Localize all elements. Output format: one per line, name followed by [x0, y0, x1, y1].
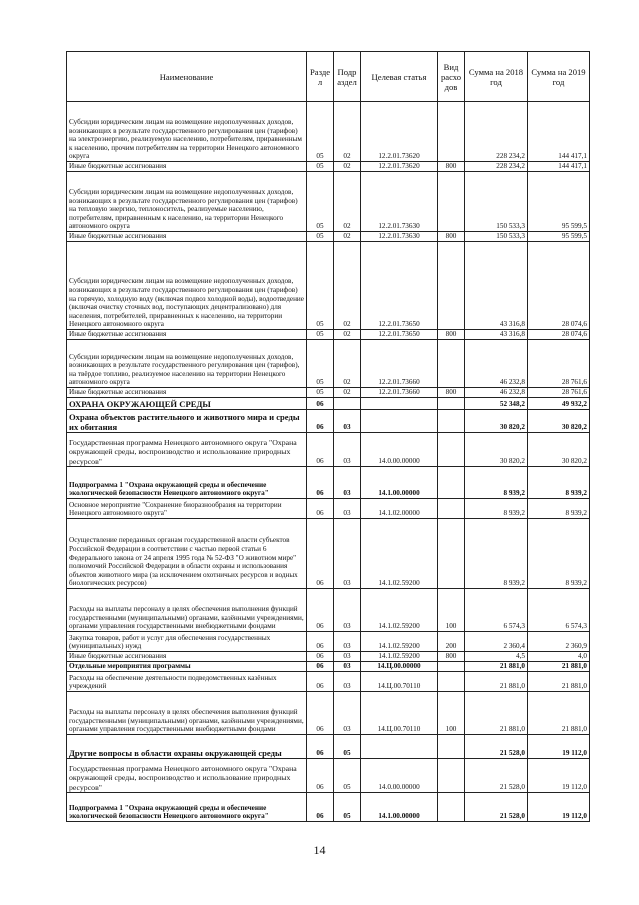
row-vid: 800 [438, 232, 465, 242]
row-podrazdel: 03 [334, 467, 361, 499]
row-name: Иные бюджетные ассигнования [67, 162, 307, 172]
row-sum-2019: 19 112,0 [528, 735, 590, 759]
table-row [67, 632, 590, 652]
row-vid: 100 [438, 692, 465, 735]
row-vid [438, 242, 465, 330]
row-sum-2019: 95 599,5 [528, 172, 590, 232]
row-sum-2018: 21 528,0 [465, 759, 528, 793]
row-name: Расходы на выплаты персоналу в целях обеспечения выполнения функций государственными (муниципальными) органами, казёнными учреждениями, органами управления государственными внебюджетными фондами [67, 692, 307, 735]
table-row [67, 242, 590, 330]
row-podrazdel [334, 398, 361, 410]
row-sum-2019: 21 881,0 [528, 672, 590, 692]
row-sum-2019: 28 761,6 [528, 340, 590, 388]
row-sum-2018: 150 533,3 [465, 232, 528, 242]
row-razdel: 06 [307, 735, 334, 759]
row-name: Иные бюджетные ассигнования [67, 330, 307, 340]
row-sum-2018: 8 939,2 [465, 519, 528, 589]
row-target [361, 410, 438, 433]
row-podrazdel: 02 [334, 340, 361, 388]
row-sum-2019: 8 939,2 [528, 499, 590, 519]
row-target [361, 398, 438, 410]
row-razdel: 06 [307, 519, 334, 589]
row-name: Расходы на выплаты персоналу в целях обеспечения выполнения функций государственными (муниципальными) органами, казёнными учреждениями, органами управления государственными внебюджетными фондами [67, 589, 307, 632]
row-razdel: 06 [307, 662, 334, 672]
row-sum-2019: 19 112,0 [528, 759, 590, 793]
row-vid [438, 433, 465, 467]
table-row [67, 398, 590, 410]
row-razdel: 06 [307, 499, 334, 519]
row-target: 14.1.02.59200 [361, 519, 438, 589]
row-podrazdel: 03 [334, 672, 361, 692]
table-row [67, 735, 590, 759]
row-sum-2018: 30 820,2 [465, 433, 528, 467]
row-razdel: 06 [307, 398, 334, 410]
row-razdel: 06 [307, 692, 334, 735]
row-razdel: 06 [307, 672, 334, 692]
row-name: Отдельные мероприятия программы [67, 662, 307, 672]
header-razdel: Разде л [307, 52, 334, 102]
row-podrazdel: 05 [334, 793, 361, 822]
row-target: 14.1.02.00000 [361, 499, 438, 519]
row-vid [438, 759, 465, 793]
row-vid [438, 172, 465, 232]
table-row [67, 793, 590, 822]
row-sum-2018: 150 533,3 [465, 172, 528, 232]
row-razdel: 05 [307, 232, 334, 242]
row-vid: 800 [438, 330, 465, 340]
row-name: Иные бюджетные ассигнования [67, 232, 307, 242]
row-target: 14.1.02.59200 [361, 652, 438, 662]
row-name: Иные бюджетные ассигнования [67, 652, 307, 662]
row-name: Подпрограмма 1 "Охрана окружающей среды и обеспечение экологической безопасности Ненецкого автономного округа" [67, 467, 307, 499]
row-name: Субсидии юридическим лицам на возмещение недополученных доходов, возникающих в результате государственного регулирования цен (тарифов) на электроэнергию, реализуемую населению, потребителям, приравненным к населению, прочим потребителям на территории Ненецкого автономного округа [67, 102, 307, 162]
row-vid [438, 398, 465, 410]
row-target: 14.1.00.00000 [361, 793, 438, 822]
row-podrazdel: 03 [334, 662, 361, 672]
row-target: 12.2.01.73660 [361, 340, 438, 388]
row-vid [438, 519, 465, 589]
row-target: 14.0.00.00000 [361, 433, 438, 467]
row-vid [438, 340, 465, 388]
row-sum-2019: 28 761,6 [528, 388, 590, 398]
row-target: 12.2.01.73620 [361, 102, 438, 162]
row-podrazdel: 02 [334, 242, 361, 330]
table-row [67, 330, 590, 340]
row-sum-2018: 8 939,2 [465, 499, 528, 519]
row-sum-2018: 21 528,0 [465, 735, 528, 759]
row-target: 12.2.01.73630 [361, 232, 438, 242]
row-razdel: 06 [307, 589, 334, 632]
table-row [67, 340, 590, 388]
row-vid [438, 499, 465, 519]
row-podrazdel: 05 [334, 759, 361, 793]
header-sum-2018: Сумма на 2018 год [465, 52, 528, 102]
row-sum-2019: 19 112,0 [528, 793, 590, 822]
row-sum-2019: 8 939,2 [528, 467, 590, 499]
row-sum-2018: 228 234,2 [465, 162, 528, 172]
row-sum-2019: 6 574,3 [528, 589, 590, 632]
row-target: 12.2.01.73650 [361, 242, 438, 330]
row-name: Осуществление переданных органам государственной власти субъектов Российской Федерации в соответствии с частью первой статьи 6 Федерального закона от 24 апреля 1995 года № 52-ФЗ "О животном мире" полномочий Российской Федерации в области охраны и использования объектов животного мира (за исключением охотничьих ресурсов и водных биологических ресурсов) [67, 519, 307, 589]
header-sum-2019: Сумма на 2019 год [528, 52, 590, 102]
row-vid: 800 [438, 162, 465, 172]
row-vid [438, 410, 465, 433]
row-sum-2018: 21 881,0 [465, 662, 528, 672]
table-row [67, 672, 590, 692]
row-sum-2018: 21 881,0 [465, 672, 528, 692]
row-razdel: 06 [307, 632, 334, 652]
row-razdel: 05 [307, 340, 334, 388]
row-sum-2019: 95 599,5 [528, 232, 590, 242]
header-vid: Вид расхо дов [438, 52, 465, 102]
row-podrazdel: 02 [334, 102, 361, 162]
table-row [67, 519, 590, 589]
row-vid [438, 672, 465, 692]
row-target: 14.Ц.00.00000 [361, 662, 438, 672]
row-name: Субсидии юридическим лицам на возмещение недополученных доходов, возникающих в результате государственного регулирования цен (тарифов) на горячую, холодную воду (включая подвоз холодной воды), водоотведение (включая очистку сточных вод, поступающих децентрализовано) для населения, потребителей, приравненных к населению, на территории Ненецкого автономного округа [67, 242, 307, 330]
row-razdel: 05 [307, 172, 334, 232]
row-name: Другие вопросы в области охраны окружающей среды [67, 735, 307, 759]
row-sum-2018: 46 232,8 [465, 340, 528, 388]
table-row [67, 162, 590, 172]
table-row [67, 589, 590, 632]
row-vid [438, 467, 465, 499]
table-row [67, 652, 590, 662]
row-podrazdel: 02 [334, 388, 361, 398]
page-number: 14 [313, 843, 326, 857]
table-row [67, 232, 590, 242]
row-vid: 800 [438, 652, 465, 662]
row-razdel: 06 [307, 759, 334, 793]
budget-sheet [66, 51, 589, 822]
row-razdel: 05 [307, 330, 334, 340]
row-name: Закупка товаров, работ и услуг для обеспечения государственных (муниципальных) нужд [67, 632, 307, 652]
row-name: Основное мероприятие "Сохранение биоразнообразия на территории Ненецкого автономного округа" [67, 499, 307, 519]
table-row [67, 692, 590, 735]
row-razdel: 05 [307, 102, 334, 162]
row-sum-2019: 49 932,2 [528, 398, 590, 410]
row-sum-2018: 43 316,8 [465, 330, 528, 340]
row-vid [438, 102, 465, 162]
row-name: Иные бюджетные ассигнования [67, 388, 307, 398]
row-name: Расходы на обеспечение деятельности подведомственных казённых учреждений [67, 672, 307, 692]
row-name: Субсидии юридическим лицам на возмещение недополученных доходов, возникающих в результате государственного регулирования цен (тарифов) на тепловую энергию, теплоноситель, реализуемые населению, потребителям, приравненным к населению, на территории Ненецкого автономного округа [67, 172, 307, 232]
row-sum-2018: 43 316,8 [465, 242, 528, 330]
row-sum-2019: 144 417,1 [528, 162, 590, 172]
row-target: 14.1.02.59200 [361, 632, 438, 652]
row-razdel: 06 [307, 793, 334, 822]
row-vid: 100 [438, 589, 465, 632]
row-razdel: 06 [307, 433, 334, 467]
table-row [67, 499, 590, 519]
row-podrazdel: 03 [334, 652, 361, 662]
row-target [361, 735, 438, 759]
row-sum-2019: 21 881,0 [528, 692, 590, 735]
row-razdel: 05 [307, 162, 334, 172]
row-razdel: 06 [307, 467, 334, 499]
row-target: 12.2.01.73650 [361, 330, 438, 340]
row-podrazdel: 03 [334, 589, 361, 632]
row-sum-2019: 30 820,2 [528, 410, 590, 433]
row-podrazdel: 02 [334, 162, 361, 172]
row-vid: 200 [438, 632, 465, 652]
row-sum-2019: 30 820,2 [528, 433, 590, 467]
row-vid [438, 735, 465, 759]
row-razdel: 06 [307, 410, 334, 433]
row-vid [438, 793, 465, 822]
row-podrazdel: 03 [334, 632, 361, 652]
row-name: Подпрограмма 1 "Охрана окружающей среды и обеспечение экологической безопасности Ненецкого автономного округа" [67, 793, 307, 822]
table-header-row [67, 52, 590, 102]
row-vid [438, 662, 465, 672]
row-podrazdel: 03 [334, 499, 361, 519]
row-target: 14.1.00.00000 [361, 467, 438, 499]
row-name: Субсидии юридическим лицам на возмещение недополученных доходов, возникающих в результате государственного регулирования цен (тарифов), на твёрдое топливо, реализуемое населению на территории Ненецкого автономного округа [67, 340, 307, 388]
row-name: Государственная программа Ненецкого автономного округа "Охрана окружающей среды, воспроизводство и использование природных ресурсов" [67, 759, 307, 793]
row-podrazdel: 03 [334, 433, 361, 467]
row-target: 14.Ц.00.70110 [361, 692, 438, 735]
table-row [67, 433, 590, 467]
row-podrazdel: 03 [334, 692, 361, 735]
row-razdel: 05 [307, 242, 334, 330]
row-vid: 800 [438, 388, 465, 398]
row-podrazdel: 02 [334, 330, 361, 340]
header-target: Целевая статья [361, 52, 438, 102]
header-name: Наименование [67, 52, 307, 102]
row-name: Государственная программа Ненецкого автономного округа "Охрана окружающей среды, воспроизводство и использование природных ресурсов" [67, 433, 307, 467]
row-sum-2018: 2 360,4 [465, 632, 528, 652]
row-target: 14.0.00.00000 [361, 759, 438, 793]
table-row [67, 759, 590, 793]
row-name: ОХРАНА ОКРУЖАЮЩЕЙ СРЕДЫ [67, 398, 307, 410]
table-row [67, 172, 590, 232]
row-podrazdel: 03 [334, 519, 361, 589]
table-row [67, 410, 590, 433]
table-row [67, 102, 590, 162]
table-row [67, 467, 590, 499]
row-razdel: 06 [307, 652, 334, 662]
row-sum-2019: 144 417,1 [528, 102, 590, 162]
row-sum-2018: 21 881,0 [465, 692, 528, 735]
row-sum-2019: 28 074,6 [528, 330, 590, 340]
row-sum-2018: 228 234,2 [465, 102, 528, 162]
header-podrazdel: Подр аздел [334, 52, 361, 102]
row-target: 12.2.01.73660 [361, 388, 438, 398]
row-podrazdel: 02 [334, 172, 361, 232]
row-podrazdel: 02 [334, 232, 361, 242]
row-sum-2019: 4,0 [528, 652, 590, 662]
row-sum-2018: 8 939,2 [465, 467, 528, 499]
budget-table [66, 51, 590, 822]
row-target: 14.1.02.59200 [361, 589, 438, 632]
row-sum-2019: 8 939,2 [528, 519, 590, 589]
row-razdel: 05 [307, 388, 334, 398]
row-name: Охрана объектов растительного и животного мира и среды их обитания [67, 410, 307, 433]
row-sum-2018: 21 528,0 [465, 793, 528, 822]
table-row [67, 388, 590, 398]
row-target: 14.Ц.00.70110 [361, 672, 438, 692]
row-sum-2018: 30 820,2 [465, 410, 528, 433]
row-sum-2019: 2 360,9 [528, 632, 590, 652]
row-podrazdel: 03 [334, 410, 361, 433]
row-podrazdel: 05 [334, 735, 361, 759]
row-sum-2019: 28 074,6 [528, 242, 590, 330]
row-sum-2019: 21 881,0 [528, 662, 590, 672]
row-sum-2018: 6 574,3 [465, 589, 528, 632]
row-target: 12.2.01.73620 [361, 162, 438, 172]
row-sum-2018: 4,5 [465, 652, 528, 662]
table-row [67, 662, 590, 672]
row-sum-2018: 46 232,8 [465, 388, 528, 398]
row-sum-2018: 52 348,2 [465, 398, 528, 410]
row-target: 12.2.01.73630 [361, 172, 438, 232]
